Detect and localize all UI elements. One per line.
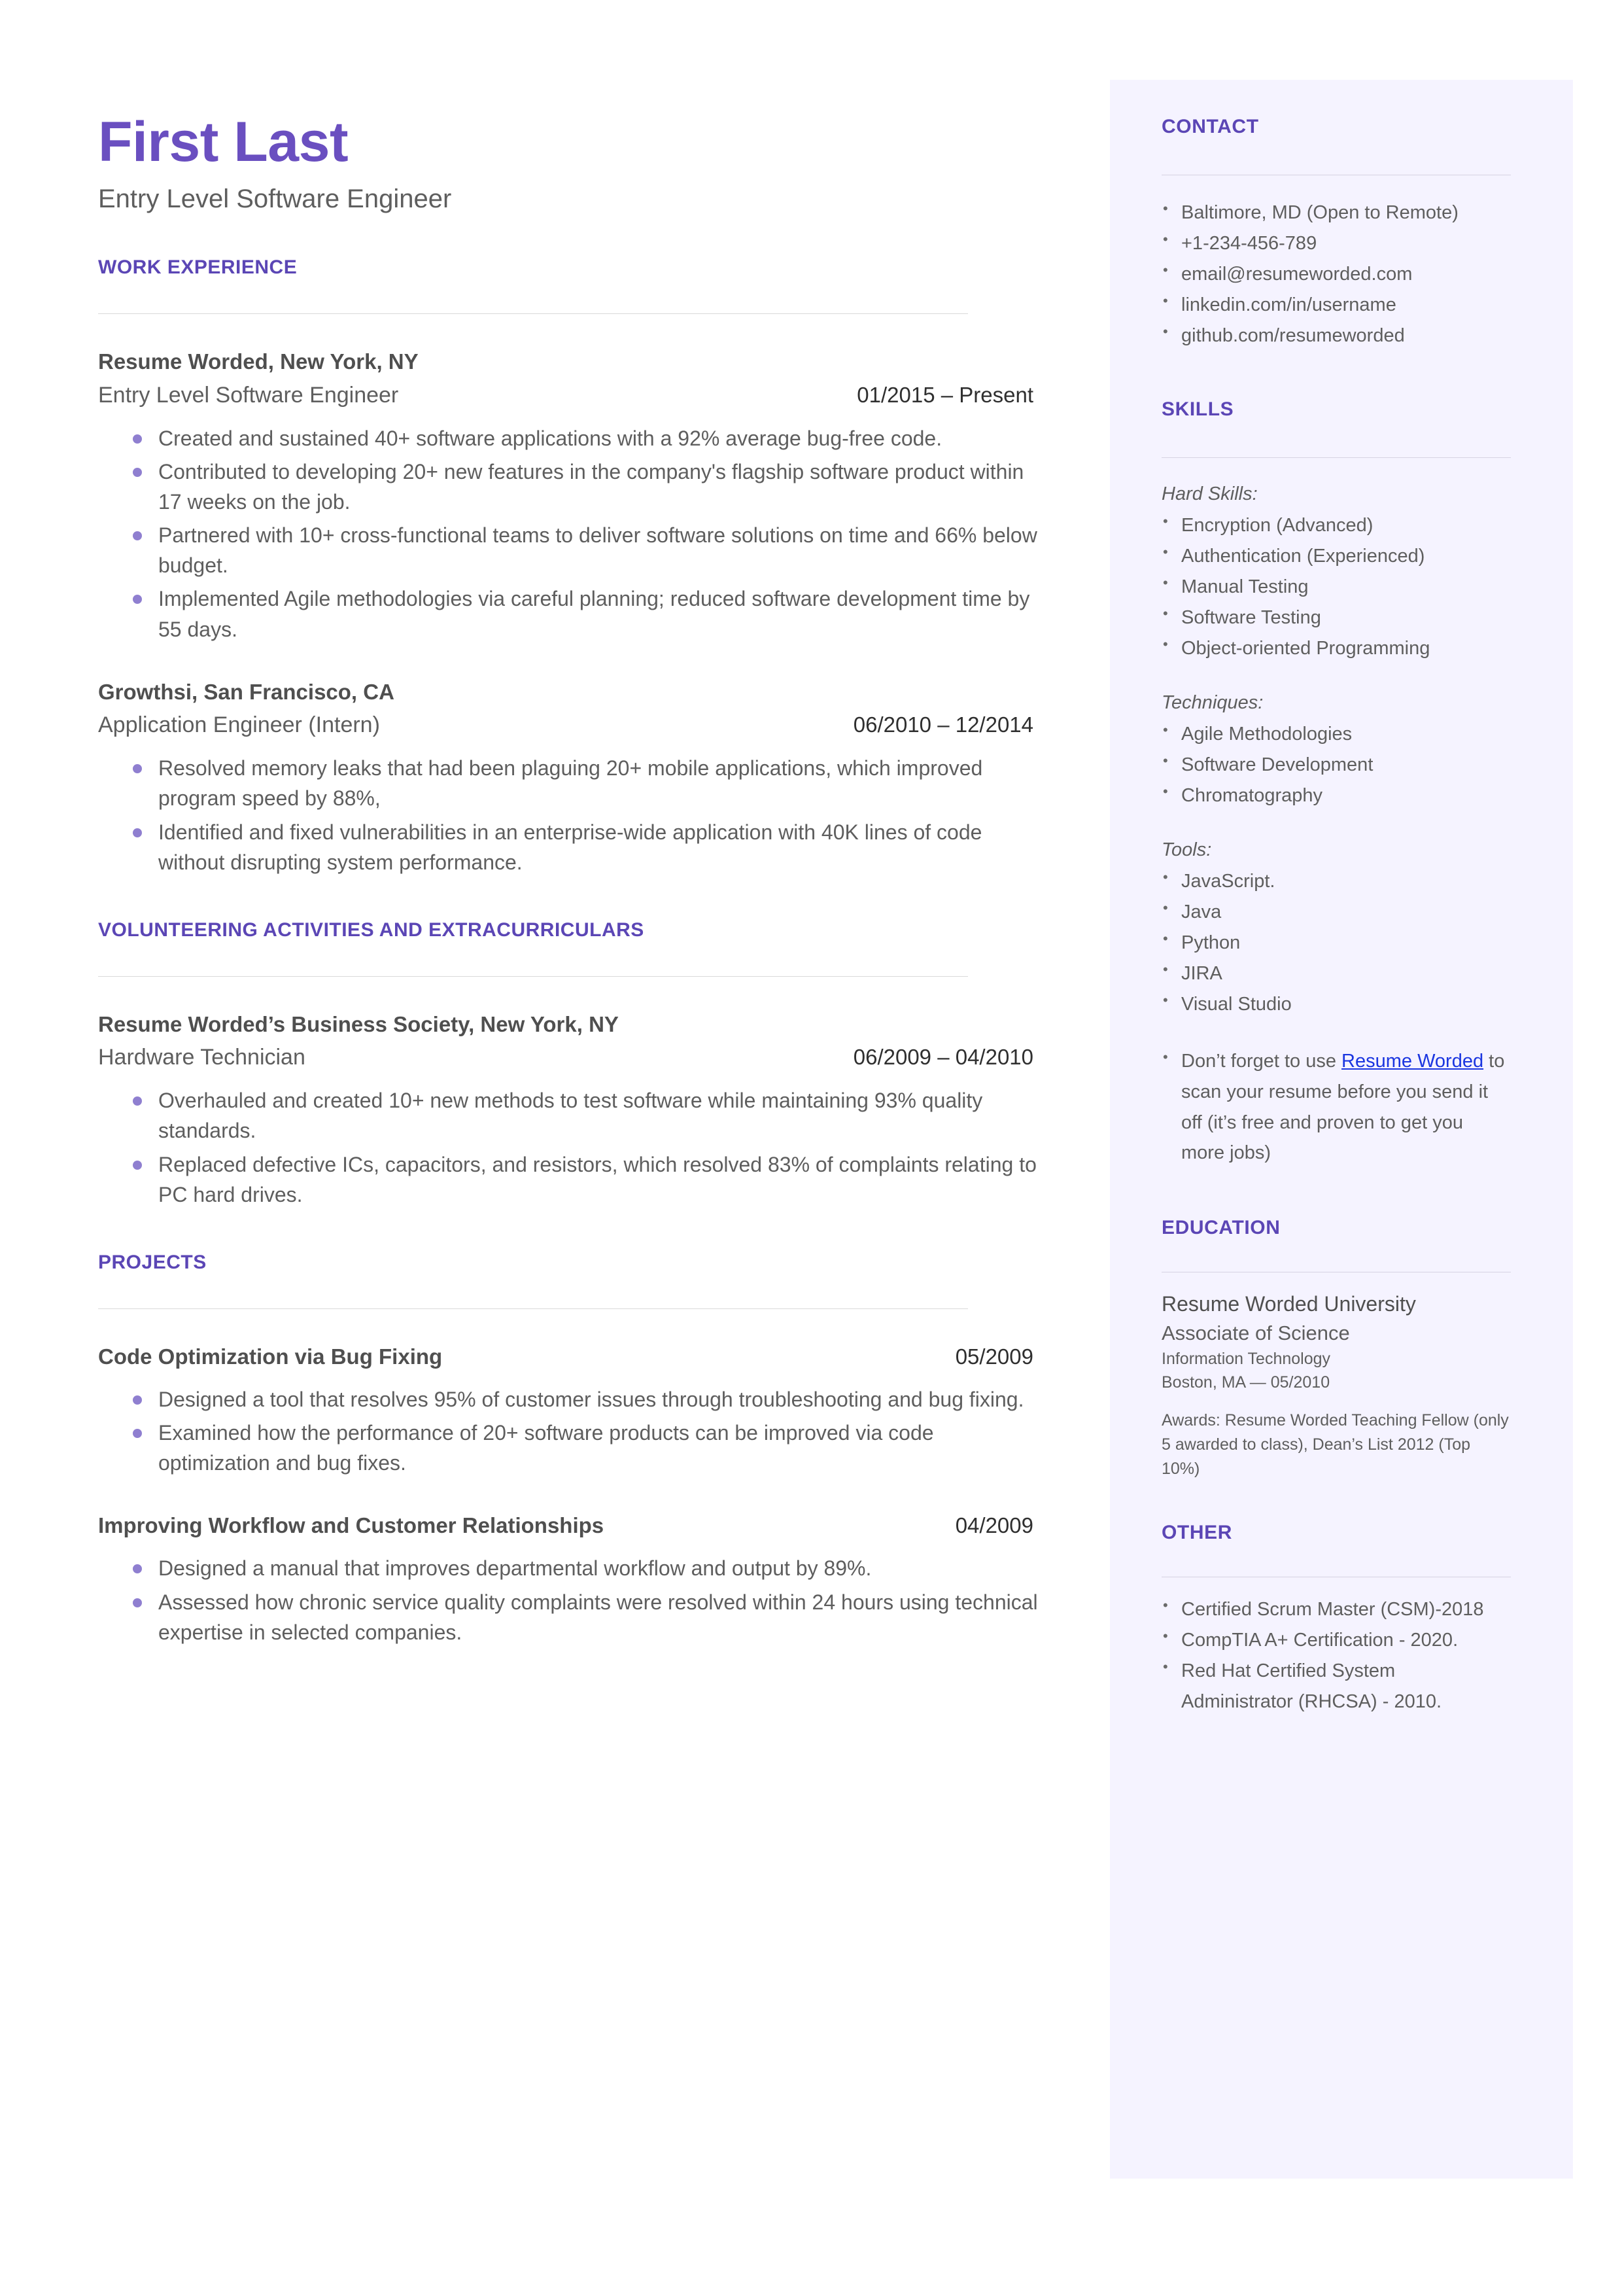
- skills-group-tools: [1162, 836, 1511, 1020]
- bullet-item: Designed a manual that improves departmental workflow and output by 89%.: [98, 1553, 1040, 1583]
- skill-item: • Encryption (Advanced): [1162, 510, 1511, 541]
- skill-item: • JIRA: [1162, 958, 1511, 989]
- skill-item: • Agile Methodologies: [1162, 719, 1511, 750]
- candidate-tagline: Entry Level Software Engineer: [98, 184, 452, 214]
- sidebar-heading-other: OTHER: [1162, 1522, 1232, 1544]
- project-bullets: [98, 1384, 1040, 1478]
- education-location-date: Boston, MA — 05/2010: [1162, 1373, 1330, 1392]
- project-date: 04/2009: [955, 1513, 1033, 1538]
- skill-item: • Software Development: [1162, 750, 1511, 780]
- section-projects: [98, 1252, 1040, 1647]
- contact-github[interactable]: • github.com/resumeworded: [1162, 321, 1511, 351]
- section-volunteering: [98, 919, 1040, 1210]
- skill-item: • Authentication (Experienced): [1162, 541, 1511, 572]
- project-entry: [98, 1512, 1040, 1647]
- skills-list: [1162, 719, 1511, 811]
- work-entry-role: Entry Level Software Engineer: [98, 382, 399, 408]
- sidebar-section-education: [1162, 1217, 1511, 1481]
- skill-item: • Python: [1162, 928, 1511, 958]
- section-heading-work-experience: WORK EXPERIENCE: [98, 256, 298, 279]
- contact-list: [1162, 198, 1511, 351]
- certification-item: • Red Hat Certified System Administrator (RHCSA) - 2010.: [1162, 1656, 1511, 1717]
- volunteering-entry-header: [98, 1043, 1033, 1072]
- skills-group-label: Hard Skills:: [1162, 483, 1258, 504]
- work-entry-header: [98, 381, 1033, 410]
- skill-item: • Software Testing: [1162, 603, 1511, 633]
- work-entry-date: 06/2010 – 12/2014: [853, 712, 1033, 737]
- certification-item: • Certified Scrum Master (CSM)-2018: [1162, 1594, 1511, 1625]
- section-work-experience: [98, 256, 1040, 877]
- education-field: Information Technology: [1162, 1350, 1331, 1369]
- bullet-item: Resolved memory leaks that had been plaguing 20+ mobile applications, which improved program speed by 88%,: [98, 753, 1040, 813]
- skills-group-techniques: [1162, 689, 1511, 811]
- section-heading-projects: PROJECTS: [98, 1251, 207, 1273]
- sidebar-section-contact: [1162, 116, 1511, 351]
- volunteering-entry-date: 06/2009 – 04/2010: [853, 1044, 1033, 1069]
- bullet-item: Overhauled and created 10+ new methods to test software while maintaining 93% quality standards.: [98, 1085, 1040, 1146]
- other-list: [1162, 1594, 1511, 1717]
- contact-linkedin[interactable]: • linkedin.com/in/username: [1162, 290, 1511, 321]
- project-entry: [98, 1343, 1040, 1478]
- work-entry-role: Application Engineer (Intern): [98, 712, 380, 737]
- section-divider: [98, 1308, 968, 1309]
- bullet-item: Designed a tool that resolves 95% of customer issues through troubleshooting and bug fixing.: [98, 1384, 1040, 1414]
- certification-item: • CompTIA A+ Certification - 2020.: [1162, 1625, 1511, 1656]
- education-school: Resume Worded University: [1162, 1292, 1416, 1316]
- volunteering-entry: [98, 1011, 1040, 1210]
- bullet-item: Replaced defective ICs, capacitors, and resistors, which resolved 83% of complaints relating to PC hard drives.: [98, 1149, 1040, 1210]
- sidebar-divider: [1162, 457, 1511, 458]
- contact-location: • Baltimore, MD (Open to Remote): [1162, 198, 1511, 228]
- bullet-item: Examined how the performance of 20+ software products can be improved via code optimization and bug fixes.: [98, 1418, 1040, 1478]
- project-date: 05/2009: [955, 1344, 1033, 1369]
- skill-item: • Java: [1162, 897, 1511, 928]
- section-divider: [98, 313, 968, 314]
- resume-worded-link[interactable]: Resume Worded: [1341, 1050, 1484, 1072]
- resume-worded-promo: [1162, 1046, 1511, 1169]
- project-title: Code Optimization via Bug Fixing: [98, 1344, 443, 1369]
- project-entry-header: [98, 1512, 1033, 1539]
- skills-group-hard-skills: [1162, 480, 1511, 664]
- bullet-item: Created and sustained 40+ software applications with a 92% average bug-free code.: [98, 423, 1040, 453]
- sidebar-heading-contact: CONTACT: [1162, 116, 1259, 137]
- volunteering-entry-role: Hardware Technician: [98, 1044, 305, 1070]
- bullet-item: Contributed to developing 20+ new features in the company's flagship software product within 17 weeks on the job.: [98, 457, 1040, 517]
- project-title: Improving Workflow and Customer Relationships: [98, 1513, 604, 1538]
- project-bullets: [98, 1553, 1040, 1647]
- sidebar: [1110, 80, 1573, 2179]
- work-entry: [98, 678, 1040, 877]
- skill-item: • Manual Testing: [1162, 572, 1511, 603]
- education-degree: Associate of Science: [1162, 1322, 1350, 1345]
- contact-phone[interactable]: • +1-234-456-789: [1162, 228, 1511, 259]
- skills-group-label: Techniques:: [1162, 692, 1264, 713]
- work-entry-organization: Resume Worded, New York, NY: [98, 349, 419, 374]
- promo-suffix: to scan your resume before you send it off (it’s free and proven to get you more jobs): [1181, 1050, 1505, 1164]
- volunteering-entry-bullets: [98, 1085, 1040, 1209]
- bullet-item: Partnered with 10+ cross-functional teams to deliver software solutions on time and 66% below budget.: [98, 520, 1040, 580]
- skills-list: [1162, 866, 1511, 1020]
- sidebar-heading-education: EDUCATION: [1162, 1217, 1281, 1239]
- sidebar-heading-skills: SKILLS: [1162, 398, 1234, 420]
- skill-item: • Object-oriented Programming: [1162, 633, 1511, 664]
- sidebar-section-skills: [1162, 398, 1511, 1169]
- main-column: [98, 0, 1040, 1651]
- skill-item: • Visual Studio: [1162, 989, 1511, 1020]
- sidebar-section-other: [1162, 1522, 1511, 1717]
- skill-item: • Chromatography: [1162, 780, 1511, 811]
- work-entry-bullets: [98, 753, 1040, 877]
- project-entry-header: [98, 1343, 1033, 1370]
- candidate-name: First Last: [98, 111, 349, 173]
- work-entry-header: [98, 711, 1033, 739]
- contact-email[interactable]: • email@resumeworded.com: [1162, 259, 1511, 290]
- promo-prefix: Don’t forget to use: [1181, 1050, 1342, 1072]
- work-entry-organization: Growthsi, San Francisco, CA: [98, 679, 394, 704]
- bullet-item: Implemented Agile methodologies via careful planning; reduced software development time by 55 days.: [98, 584, 1040, 644]
- education-awards: Awards: Resume Worded Teaching Fellow (only 5 awarded to class), Dean’s List 2012 (Top 10%): [1162, 1411, 1509, 1479]
- section-heading-volunteering: VOLUNTEERING ACTIVITIES AND EXTRACURRICULARS: [98, 919, 644, 941]
- bullet-item: Identified and fixed vulnerabilities in an enterprise-wide application with 40K lines of code without disrupting system performance.: [98, 817, 1040, 877]
- skills-list: [1162, 510, 1511, 664]
- section-divider: [98, 976, 968, 977]
- work-entry: [98, 348, 1040, 644]
- volunteering-entry-organization: Resume Worded’s Business Society, New York, NY: [98, 1011, 619, 1036]
- skill-item: • JavaScript.: [1162, 866, 1511, 897]
- work-entry-bullets: [98, 423, 1040, 644]
- skills-group-label: Tools:: [1162, 839, 1212, 860]
- work-entry-date: 01/2015 – Present: [857, 382, 1033, 407]
- bullet-item: Assessed how chronic service quality complaints were resolved within 24 hours using technical expertise in selected companies.: [98, 1587, 1040, 1647]
